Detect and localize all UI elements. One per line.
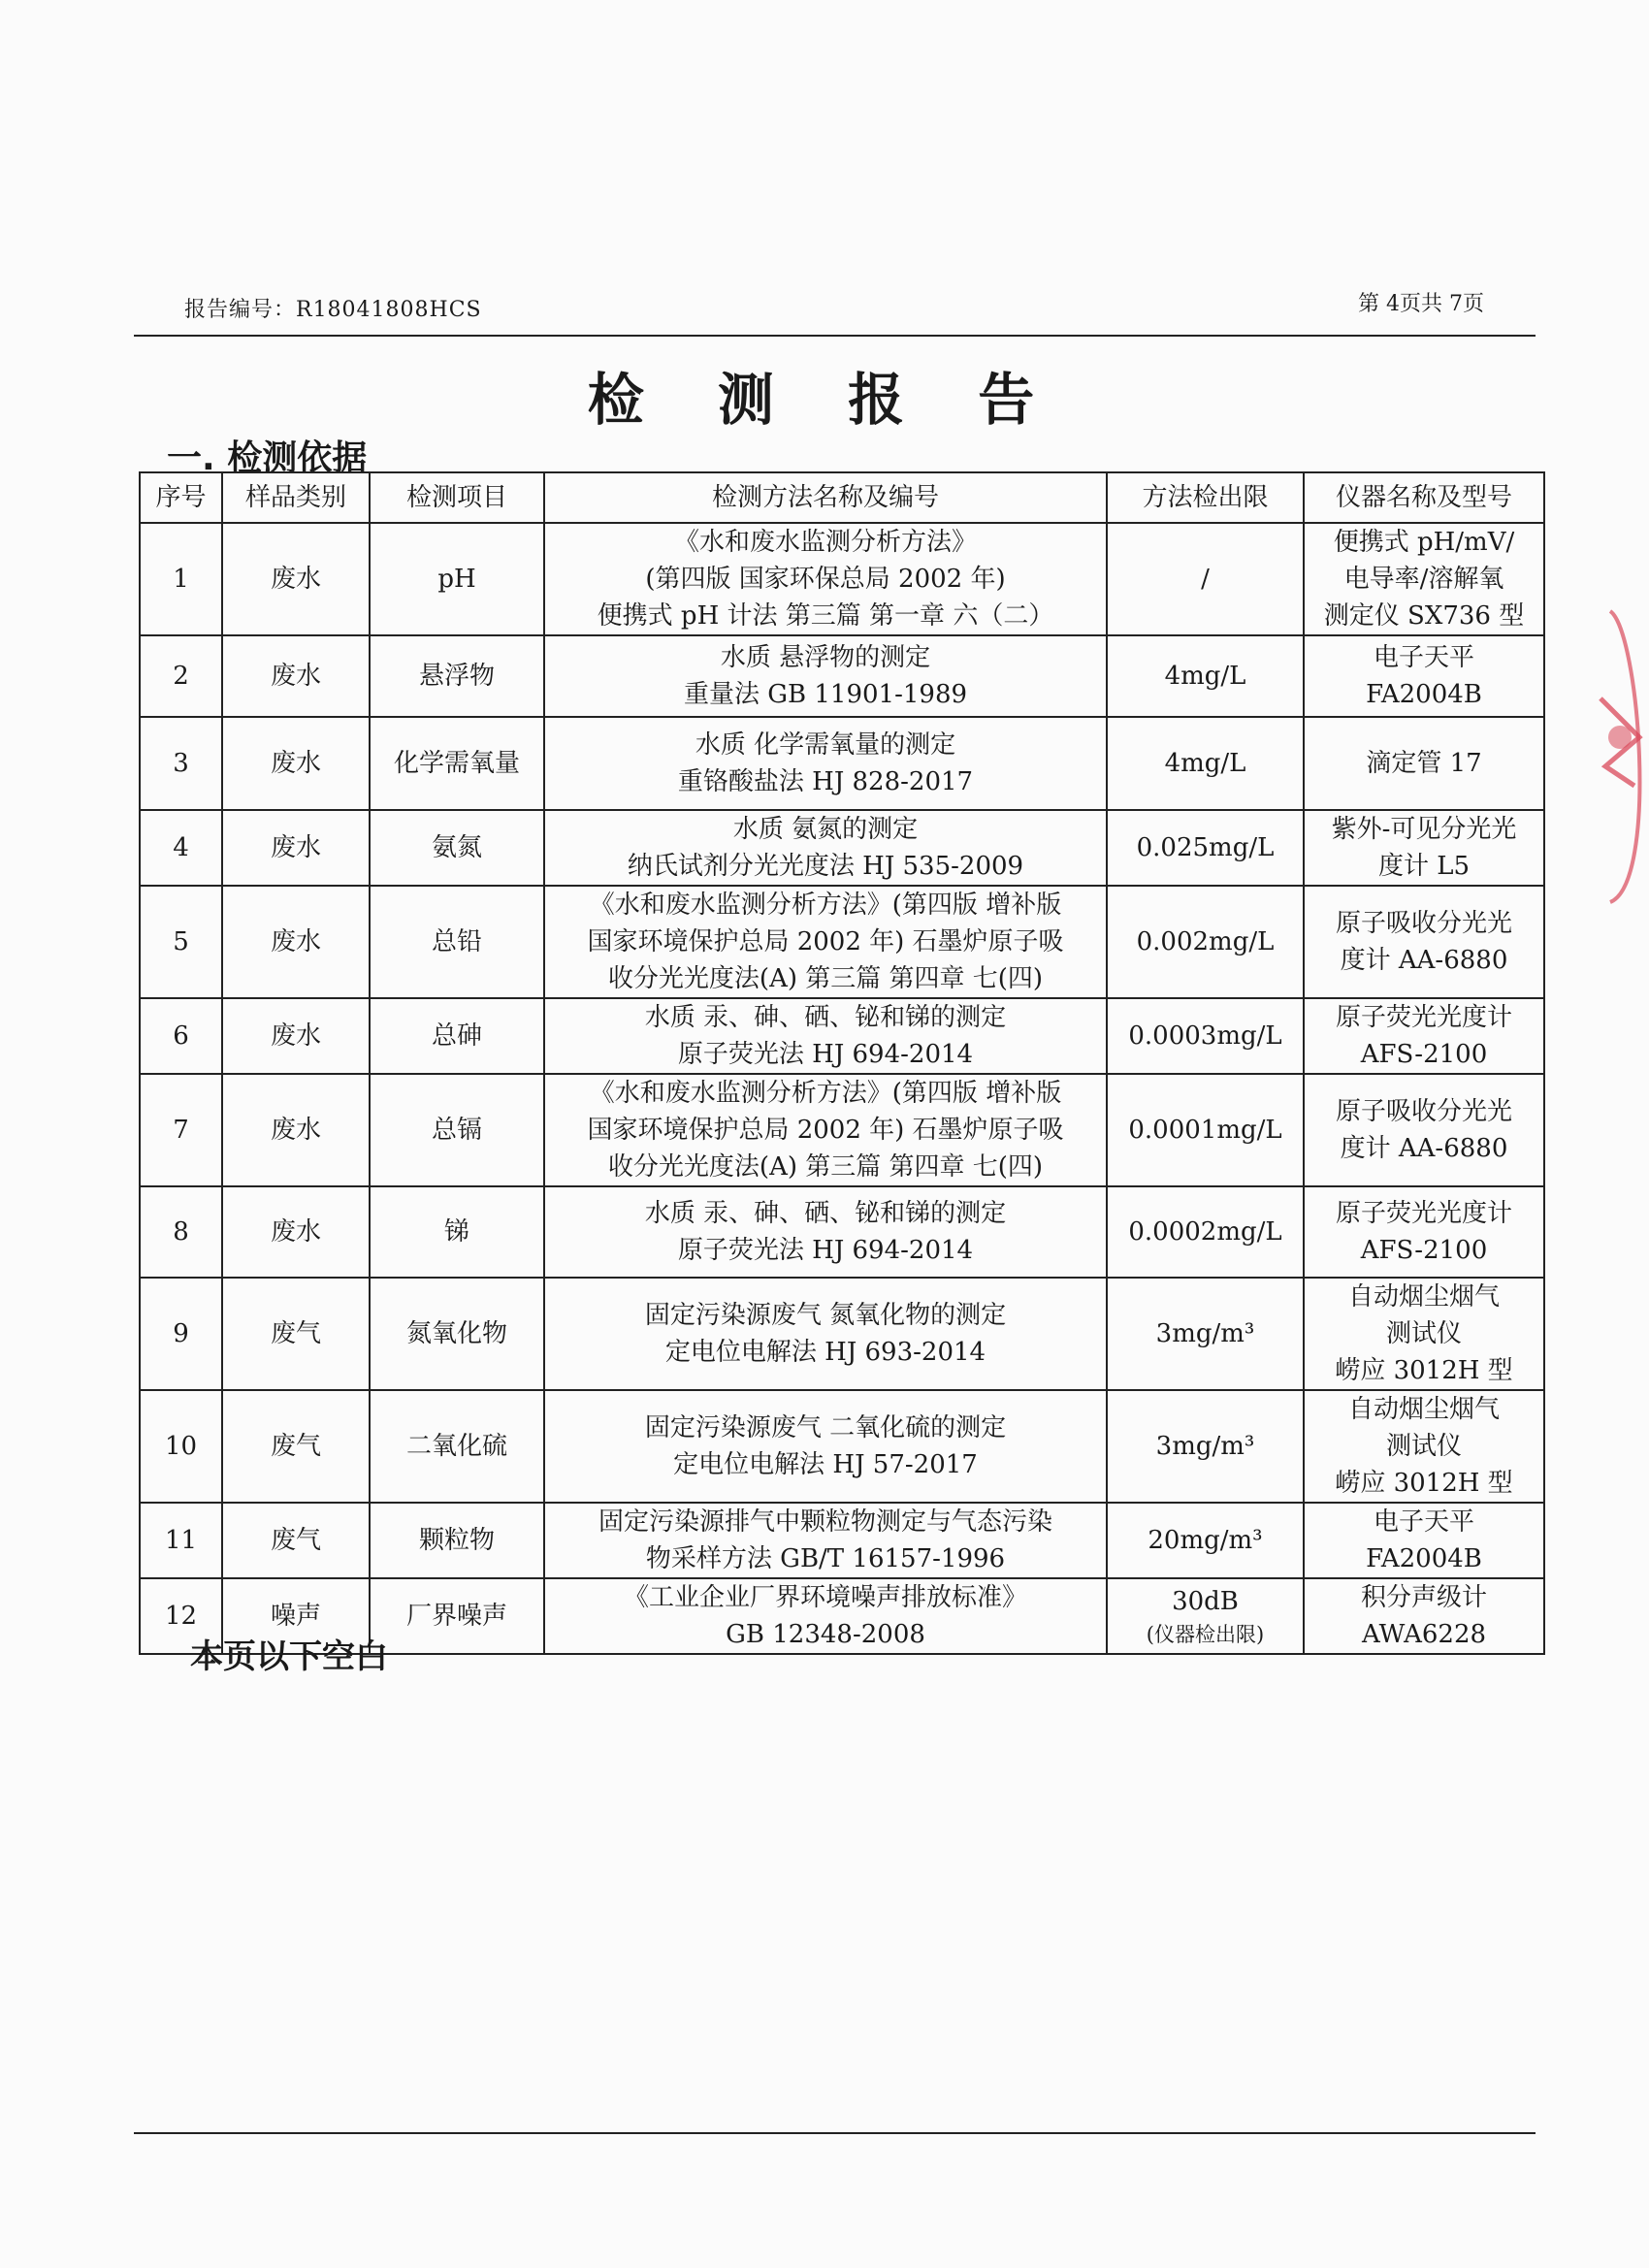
table-row	[140, 635, 1544, 717]
cell-method	[544, 1278, 1107, 1390]
cell-method	[544, 635, 1107, 717]
cell-item: 总铅	[370, 886, 544, 998]
cell-instrument-line: 原子吸收分光光	[1335, 909, 1512, 938]
cell-category: 废水	[222, 998, 370, 1074]
page-indicator: 第 4页共 7页	[1358, 292, 1484, 316]
cell-method-line: 《水和废水监测分析方法》	[673, 528, 977, 557]
table-row	[140, 1074, 1544, 1186]
cell-instrument	[1304, 1278, 1544, 1390]
cell-method-line: 原子荧光法 HJ 694-2014	[677, 1040, 974, 1069]
header-rule	[134, 335, 1536, 337]
cell-category: 废水	[222, 1074, 370, 1186]
cell-method-line: GB 12348-2008	[726, 1620, 925, 1649]
cell-instrument-line: 紫外-可见分光光	[1331, 815, 1517, 844]
cell-instrument-line: AWA6228	[1361, 1620, 1487, 1649]
cell-limit	[1107, 1278, 1304, 1390]
cell-category: 废水	[222, 1186, 370, 1278]
cell-instrument-line: 测定仪 SX736 型	[1323, 601, 1525, 631]
cell-item: 二氧化硫	[370, 1390, 544, 1503]
table-header-row	[140, 472, 1544, 523]
cell-method-line: 固定污染源废气 二氧化硫的测定	[644, 1413, 1007, 1442]
cell-instrument-line: FA2004B	[1366, 680, 1482, 709]
cell-instrument-line: 电子天平	[1373, 1507, 1474, 1537]
cell-limit	[1107, 886, 1304, 998]
cell-category: 废水	[222, 810, 370, 886]
cell-index: 12	[140, 1578, 222, 1654]
cell-instrument	[1304, 1503, 1544, 1578]
table-row	[140, 1390, 1544, 1503]
cell-instrument-line: 电子天平	[1373, 643, 1474, 672]
cell-index: 4	[140, 810, 222, 886]
cell-method-line: 便携式 pH 计法 第三篇 第一章 六（二）	[597, 601, 1054, 631]
cell-method	[544, 1503, 1107, 1578]
cell-limit-line: 3mg/m³	[1155, 1319, 1255, 1348]
table-row	[140, 523, 1544, 635]
cell-limit	[1107, 998, 1304, 1074]
header-method: 检测方法名称及编号	[544, 472, 1107, 523]
cell-item: 颗粒物	[370, 1503, 544, 1578]
cell-instrument-line: 便携式 pH/mV/	[1333, 528, 1515, 557]
cell-method-line: 重量法 GB 11901-1989	[683, 680, 968, 709]
cell-instrument-line: 崂应 3012H 型	[1335, 1469, 1513, 1498]
cell-instrument-line: 电导率/溶解氧	[1343, 565, 1504, 594]
cell-index: 5	[140, 886, 222, 998]
cell-method	[544, 1186, 1107, 1278]
cell-instrument-line: 度计 L5	[1377, 852, 1471, 881]
cell-item: 氮氧化物	[370, 1278, 544, 1390]
cell-category: 废水	[222, 523, 370, 635]
cell-method-line: 《水和废水监测分析方法》(第四版 增补版	[589, 1079, 1062, 1108]
cell-limit-line: 0.0003mg/L	[1128, 1021, 1282, 1051]
document-title: 检 测 报 告	[587, 367, 1062, 433]
cell-instrument-line: FA2004B	[1366, 1544, 1482, 1573]
cell-instrument-line: 原子荧光光度计	[1335, 1199, 1512, 1228]
table-row	[140, 1186, 1544, 1278]
cell-limit-line: 0.025mg/L	[1136, 833, 1275, 862]
cell-method-line: 水质 悬浮物的测定	[720, 643, 931, 672]
cell-instrument-line: 崂应 3012H 型	[1335, 1356, 1513, 1385]
cell-instrument	[1304, 810, 1544, 886]
cell-instrument-line: 度计 AA-6880	[1340, 946, 1508, 975]
table-row	[140, 717, 1544, 810]
red-seal-stamp	[1581, 592, 1649, 922]
cell-instrument-line: AFS-2100	[1360, 1040, 1488, 1069]
cell-method	[544, 998, 1107, 1074]
cell-method-line: 重铬酸盐法 HJ 828-2017	[677, 767, 974, 796]
section-title: 一. 检测依据	[167, 438, 368, 478]
cell-instrument-line: 自动烟尘烟气	[1347, 1395, 1500, 1424]
cell-instrument	[1304, 1074, 1544, 1186]
cell-method-line: 原子荧光法 HJ 694-2014	[677, 1236, 974, 1265]
header-instrument: 仪器名称及型号	[1304, 472, 1544, 523]
cell-method-line: 《水和废水监测分析方法》(第四版 增补版	[589, 891, 1062, 920]
cell-item: 总镉	[370, 1074, 544, 1186]
cell-index: 3	[140, 717, 222, 810]
cell-category: 废气	[222, 1390, 370, 1503]
cell-method-line: 收分光光度法(A) 第三篇 第四章 七(四)	[607, 1152, 1044, 1182]
cell-limit-line: 4mg/L	[1164, 749, 1246, 778]
cell-limit-line: 20mg/m³	[1148, 1526, 1263, 1555]
cell-limit-line: /	[1201, 565, 1210, 594]
cell-limit	[1107, 1503, 1304, 1578]
cell-method-line: 国家环境保护总局 2002 年) 石墨炉原子吸	[587, 1116, 1064, 1145]
cell-method-line: 纳氏试剂分光光度法 HJ 535-2009	[627, 852, 1024, 881]
cell-limit	[1107, 717, 1304, 810]
cell-item: 氨氮	[370, 810, 544, 886]
basis-table	[139, 471, 1545, 1655]
cell-method-line: 固定污染源废气 氮氧化物的测定	[644, 1301, 1007, 1330]
cell-index: 10	[140, 1390, 222, 1503]
cell-method	[544, 810, 1107, 886]
cell-category: 噪声	[222, 1578, 370, 1654]
cell-method-line: 定电位电解法 HJ 57-2017	[673, 1450, 978, 1479]
header-category: 样品类别	[222, 472, 370, 523]
cell-instrument	[1304, 1390, 1544, 1503]
header-index: 序号	[140, 472, 222, 523]
table-row	[140, 1503, 1544, 1578]
cell-instrument-line: 自动烟尘烟气	[1347, 1282, 1500, 1312]
cell-limit	[1107, 1186, 1304, 1278]
cell-method-line: 水质 汞、砷、硒、铋和锑的测定	[644, 1003, 1007, 1032]
cell-item: 锑	[370, 1186, 544, 1278]
cell-instrument	[1304, 635, 1544, 717]
table-row	[140, 810, 1544, 886]
cell-index: 2	[140, 635, 222, 717]
cell-limit-line: (仪器检出限)	[1146, 1623, 1265, 1646]
cell-instrument-line: 测试仪	[1385, 1432, 1462, 1461]
cell-method-line: (第四版 国家环保总局 2002 年)	[645, 565, 1006, 594]
cell-item: 厂界噪声	[370, 1578, 544, 1654]
cell-method-line: 国家环境保护总局 2002 年) 石墨炉原子吸	[587, 927, 1064, 956]
cell-method-line: 收分光光度法(A) 第三篇 第四章 七(四)	[607, 964, 1044, 993]
cell-method-line: 固定污染源排气中颗粒物测定与气态污染	[598, 1507, 1052, 1537]
cell-instrument	[1304, 998, 1544, 1074]
cell-limit-line: 0.0001mg/L	[1128, 1116, 1282, 1145]
cell-limit-line: 30dB	[1172, 1587, 1239, 1616]
cell-limit-line: 3mg/m³	[1155, 1432, 1255, 1461]
cell-method	[544, 1390, 1107, 1503]
cell-category: 废水	[222, 635, 370, 717]
cell-index: 9	[140, 1278, 222, 1390]
cell-category: 废气	[222, 1278, 370, 1390]
cell-item: 总砷	[370, 998, 544, 1074]
cell-method	[544, 717, 1107, 810]
cell-method-line: 《工业企业厂界环境噪声排放标准》	[623, 1583, 1027, 1612]
cell-index: 6	[140, 998, 222, 1074]
cell-instrument	[1304, 1578, 1544, 1654]
blank-below-note: 本页以下空白	[190, 1637, 388, 1676]
header-limit: 方法检出限	[1107, 472, 1304, 523]
cell-limit	[1107, 1578, 1304, 1654]
cell-instrument-line: AFS-2100	[1360, 1236, 1488, 1265]
cell-item: 悬浮物	[370, 635, 544, 717]
cell-instrument	[1304, 886, 1544, 998]
cell-item: pH	[370, 523, 544, 635]
cell-category: 废水	[222, 717, 370, 810]
cell-limit	[1107, 1390, 1304, 1503]
cell-method-line: 水质 化学需氧量的测定	[695, 730, 956, 760]
cell-category: 废气	[222, 1503, 370, 1578]
cell-limit	[1107, 810, 1304, 886]
cell-limit	[1107, 1074, 1304, 1186]
table-row	[140, 998, 1544, 1074]
header-item: 检测项目	[370, 472, 544, 523]
cell-instrument-line: 原子吸收分光光	[1335, 1097, 1512, 1126]
cell-method	[544, 1578, 1107, 1654]
cell-index: 7	[140, 1074, 222, 1186]
cell-method	[544, 1074, 1107, 1186]
cell-limit-line: 0.0002mg/L	[1128, 1217, 1282, 1247]
cell-index: 1	[140, 523, 222, 635]
table-row	[140, 886, 1544, 998]
cell-limit-line: 4mg/L	[1164, 662, 1246, 691]
cell-method	[544, 886, 1107, 998]
cell-item: 化学需氧量	[370, 717, 544, 810]
footer-rule	[134, 2132, 1536, 2134]
cell-instrument-line: 测试仪	[1385, 1319, 1462, 1348]
cell-instrument-line: 度计 AA-6880	[1340, 1134, 1508, 1163]
cell-instrument-line: 原子荧光光度计	[1335, 1003, 1512, 1032]
cell-index: 8	[140, 1186, 222, 1278]
cell-method-line: 物采样方法 GB/T 16157-1996	[645, 1544, 1006, 1573]
cell-category: 废水	[222, 886, 370, 998]
cell-method	[544, 523, 1107, 635]
cell-instrument-line: 滴定管 17	[1366, 749, 1482, 778]
table-row	[140, 1278, 1544, 1390]
cell-limit	[1107, 635, 1304, 717]
cell-instrument	[1304, 523, 1544, 635]
report-number: 报告编号：R18041808HCS	[184, 298, 482, 322]
cell-instrument	[1304, 1186, 1544, 1278]
cell-instrument	[1304, 717, 1544, 810]
cell-method-line: 水质 氨氮的测定	[732, 815, 919, 844]
cell-index: 11	[140, 1503, 222, 1578]
cell-instrument-line: 积分声级计	[1360, 1583, 1487, 1612]
cell-method-line: 定电位电解法 HJ 693-2014	[664, 1338, 986, 1367]
cell-limit	[1107, 523, 1304, 635]
cell-method-line: 水质 汞、砷、硒、铋和锑的测定	[644, 1199, 1007, 1228]
cell-limit-line: 0.002mg/L	[1136, 927, 1275, 956]
